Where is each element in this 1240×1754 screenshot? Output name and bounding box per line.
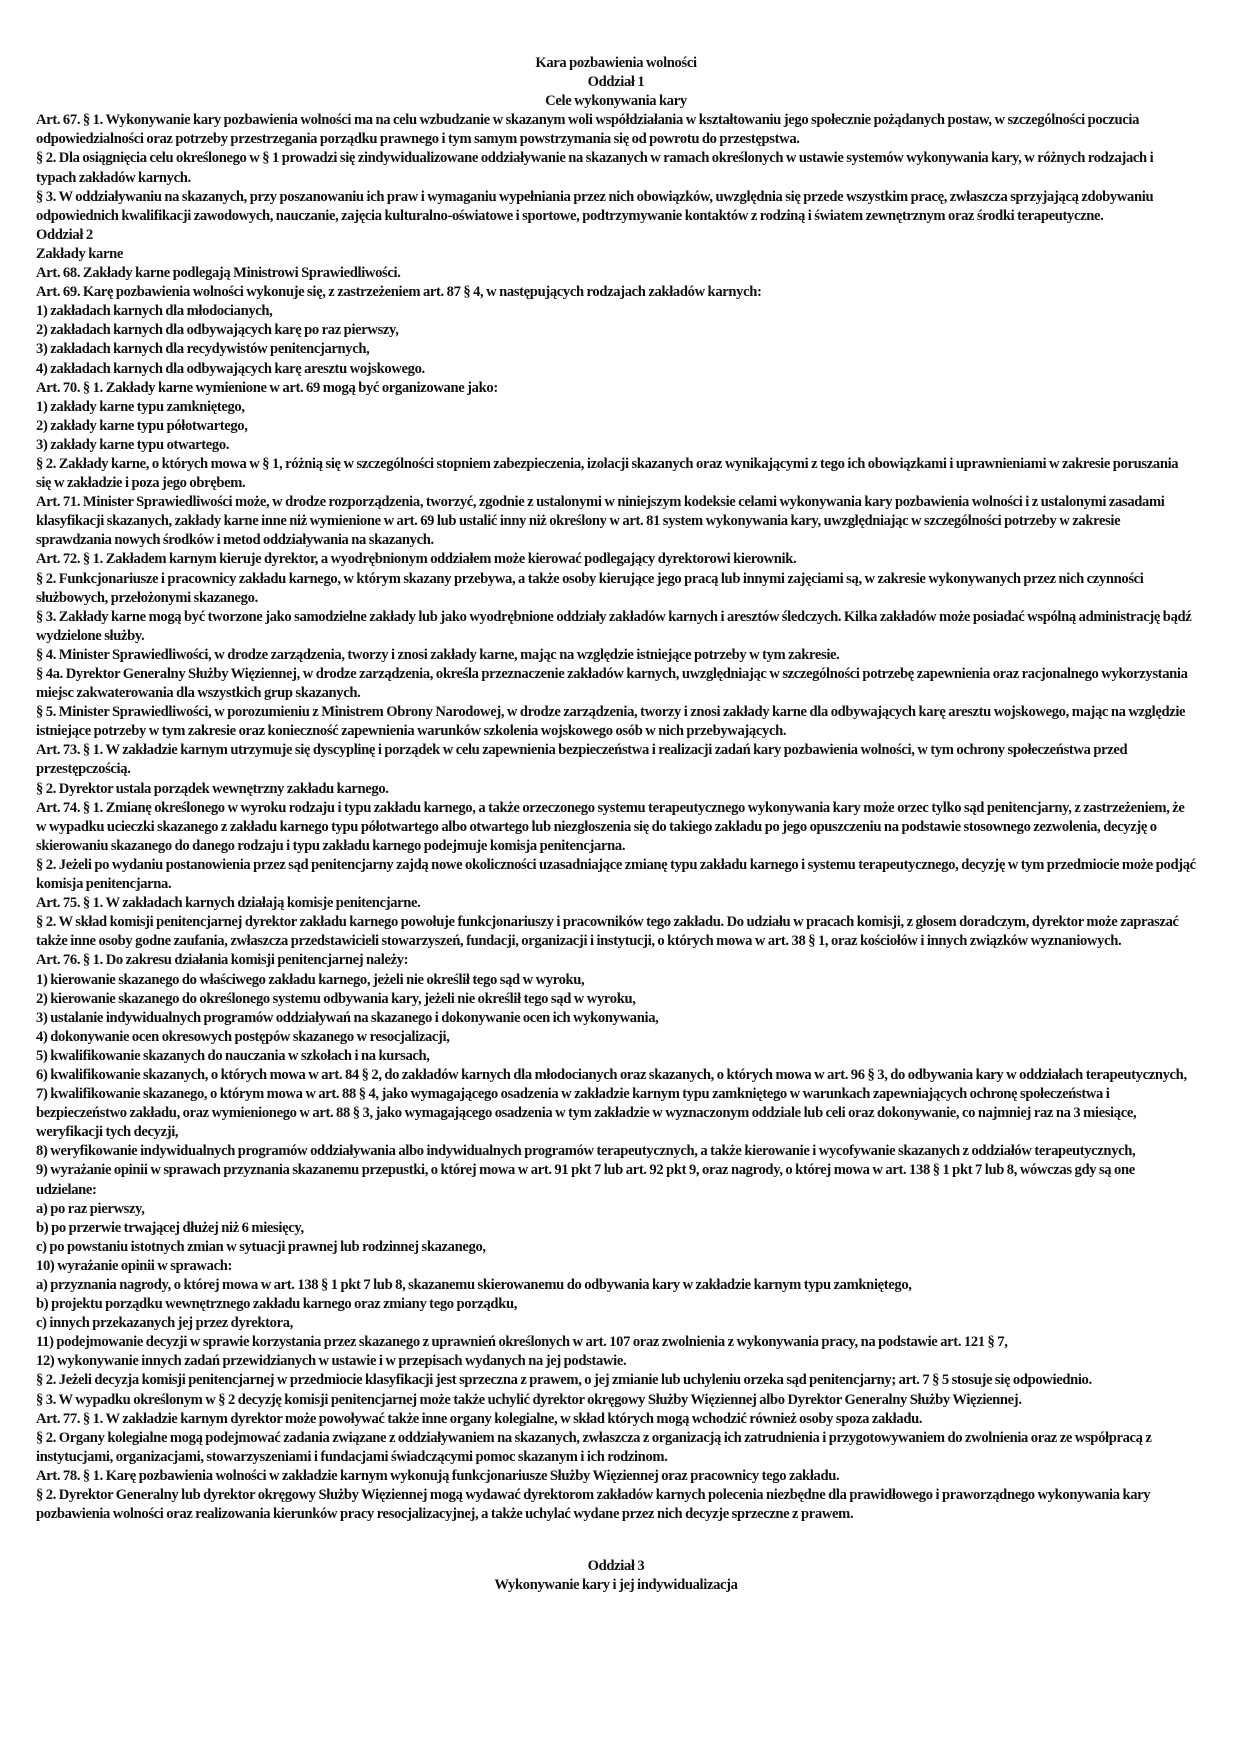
paragraph: Art. 74. § 1. Zmianę określonego w wyroku rodzaju i typu zakładu karnego, a także orzeczonego systemu terapeutycznego wykonywania kary może orzec tylko sąd penitencjarny, z zastrzeżeniem, że w wypadku ucieczki skazanego z zakładu karnego typu półotwartego albo otwartego lub niezgłoszenia się do takiego zakładu po jego opuszczeniu na podstawie stosownego zezwolenia, decyzję o skierowaniu skazanego do danego rodzaju i typu zakładu karnego podejmuje komisja penitencjarna. bbox=[36, 799, 1185, 854]
paragraph: 4) zakładach karnych dla odbywających karę aresztu wojskowego. bbox=[36, 360, 425, 377]
paragraph: § 2. W skład komisji penitencjarnej dyrektor zakładu karnego powołuje funkcjonariuszy i pracowników tego zakładu. Do udziału w pracach komisji, z głosem doradczym, dyrektor może zapraszać także inne osoby godne zaufania, zwłaszcza przedstawicieli stowarzyszeń, fundacji, organizacji i instytucji, o których mowa w art. 38 § 1, oraz kościołów i innych związków wyznaniowych. bbox=[36, 914, 1179, 950]
paragraph: 1) zakładach karnych dla młodocianych, bbox=[36, 303, 273, 320]
document-title: Kara pozbawienia wolności bbox=[535, 55, 697, 71]
paragraph: § 2. Funkcjonariusze i pracownicy zakładu karnego, w którym skazany przebywa, a także osoby kierujące jego pracą lub innymi zajęciami są, w zakresie wykonywanych przez nich czynności służbowych, przełożonymi skazanego. bbox=[36, 570, 1144, 606]
paragraph: 11) podejmowanie decyzji w sprawie korzystania przez skazanego z uprawnień określonych w art. 107 oraz zwolnienia z wykonywania pracy, na podstawie art. 121 § 7, bbox=[36, 1334, 1008, 1351]
paragraph: Art. 73. § 1. W zakładzie karnym utrzymuje się dyscyplinę i porządek w celu zapewnienia bezpieczeństwa i realizacji zadań kary pozbawienia wolności, w tym ochrony społeczeństwa przed przestępczością. bbox=[36, 742, 1128, 778]
paragraph: § 4. Minister Sprawiedliwości, w drodze zarządzenia, tworzy i znosi zakłady karne, mając na względzie istniejące potrzeby w tym zakresie. bbox=[36, 646, 840, 663]
paragraph: § 2. Dyrektor ustala porządek wewnętrzny zakładu karnego. bbox=[36, 780, 389, 797]
paragraph: 7) kwalifikowanie skazanego, o którym mowa w art. 88 § 4, jako wymagającego osadzenia w zakładzie karnym typu zamkniętego w warunkach zapewniających ochronę społeczeństwa i bezpieczeństwo zakładu, oraz wymienionego w art. 88 § 3, jako wymagającego osadzenia w tym zakładzie w wyznaczonym oddziale lub celi oraz dokonywanie, co najmniej raz na 3 miesiące, weryfikacji tych decyzji, bbox=[36, 1086, 1137, 1141]
section-1-heading: Oddział 1 bbox=[587, 74, 645, 91]
paragraph: § 2. Zakłady karne, o których mowa w § 1, różnią się w szczególności stopniem zabezpieczenia, izolacji skazanych oraz wynikającymi z tego ich obowiązkami i uprawnieniami w zakresie poruszania się w zakładzie i poza jego obrębem. bbox=[36, 455, 1179, 492]
paragraph: b) projektu porządku wewnętrznego zakładu karnego oraz zmiany tego porządku, bbox=[36, 1296, 518, 1313]
section-2-subheading: Zakłady karne bbox=[36, 245, 123, 262]
paragraph: § 4a. Dyrektor Generalny Służby Więziennej, w drodze zarządzenia, określa przeznaczenie zakładów karnych, uwzględniając w szczególności potrzebę zapewnienia oraz racjonalnego wykorzystania miejsc zakwaterowania dla wszystkich grup skazanych. bbox=[36, 666, 1188, 702]
paragraph: 2) zakłady karne typu półotwartego, bbox=[36, 417, 248, 434]
section-1-body bbox=[36, 111, 1196, 226]
paragraph: § 2. Organy kolegialne mogą podejmować zadania związane z oddziaływaniem na skazanych, zwłaszcza z organizacją ich zatrudnienia i przygotowywaniem do zwolnienia oraz ze współpracą z instytucjami, organizacjami, stowarzyszeniami i fundacjami świadczącymi pomoc skazanym i ich rodzinom. bbox=[36, 1429, 1152, 1465]
paragraph: § 2. Dyrektor Generalny lub dyrektor okręgowy Służby Więziennej mogą wydawać dyrektorom zakładów karnych polecenia niezbędne dla prawidłowego i praworządnego wykonywania kary pozbawienia wolności oraz realizowania kierunków pracy resocjalizacyjnej, a także uchylać wydane przez nich decyzje sprzeczne z prawem. bbox=[36, 1487, 1151, 1523]
paragraph: a) po raz pierwszy, bbox=[36, 1200, 145, 1217]
paragraph: b) po przerwie trwającej dłużej niż 6 miesięcy, bbox=[36, 1219, 304, 1236]
paragraph: 9) wyrażanie opinii w sprawach przyznania skazanemu przepustki, o której mowa w art. 91 pkt 7 lub art. 92 pkt 9, oraz nagrody, o której mowa w art. 138 § 1 pkt 7 lub 8, wówczas gdy są one udzielane: bbox=[36, 1162, 1135, 1198]
paragraph: § 3. Zakłady karne mogą być tworzone jako samodzielne zakłady lub jako wyodrębnione oddziały zakładów karnych i aresztów śledczych. Kilka zakładów może posiadać wspólną administrację bądź wydzielone służby. bbox=[36, 608, 1192, 644]
paragraph: 3) zakłady karne typu otwartego. bbox=[36, 436, 230, 453]
paragraph: Art. 72. § 1. Zakładem karnym kieruje dyrektor, a wyodrębnionym oddziałem może kierować podlegający dyrektorowi kierownik. bbox=[36, 551, 797, 568]
paragraph: 8) weryfikowanie indywidualnych programów oddziaływania albo indywidualnych programów terapeutycznych, a także kierowanie i wycofywanie skazanych z oddziałów terapeutycznych, bbox=[36, 1143, 1136, 1160]
section-2-body bbox=[36, 264, 1196, 1524]
paragraph: c) innych przekazanych jej przez dyrektora, bbox=[36, 1315, 293, 1332]
paragraph: § 3. W oddziaływaniu na skazanych, przy poszanowaniu ich praw i wymaganiu wypełniania przez nich obowiązków, uwzględnia się przede wszystkim pracę, zwłaszcza sprzyjającą zdobywaniu odpowiednich kwalifikacji zawodowych, nauczanie, zajęcia kulturalno-oświatowe i sportowe, podtrzymywanie kontaktów z rodziną i światem zewnętrznym oraz środki terapeutyczne. bbox=[36, 188, 1154, 224]
section-2-heading: Oddział 2 bbox=[36, 226, 93, 243]
paragraph: Art. 69. Karę pozbawienia wolności wykonuje się, z zastrzeżeniem art. 87 § 4, w następujących rodzajach zakładów karnych: bbox=[36, 284, 762, 301]
paragraph: 1) kierowanie skazanego do właściwego zakładu karnego, jeżeli nie określił tego sąd w wyroku, bbox=[36, 971, 585, 988]
paragraph: Art. 67. § 1. Wykonywanie kary pozbawienia wolności ma na celu wzbudzanie w skazanym woli współdziałania w kształtowaniu jego społecznie pożądanych postaw, w szczególności poczucia odpowiedzialności oraz potrzeby przestrzegania porządku prawnego i tym samym powstrzymania się od powrotu do przestępstwa. bbox=[36, 112, 1140, 148]
paragraph: 3) ustalanie indywidualnych programów oddziaływań na skazanego i dokonywanie ocen ich wykonywania, bbox=[36, 1009, 659, 1026]
document-page bbox=[36, 54, 1196, 1595]
paragraph: § 5. Minister Sprawiedliwości, w porozumieniu z Ministrem Obrony Narodowej, w drodze zarządzenia, tworzy i znosi zakłady karne dla odbywających karę aresztu wojskowego, mając na względzie istniejące potrzeby w tym zakresie oraz konieczność zapewnienia warunków szkolenia wojskowego osób w nich przebywających. bbox=[36, 704, 1186, 740]
paragraph: § 2. Dla osiągnięcia celu określonego w § 1 prowadzi się zindywidualizowane oddziaływanie na skazanych w ramach określonych w ustawie systemów wykonywania kary, w różnych rodzajach i typach zakładów karnych. bbox=[36, 150, 1154, 186]
paragraph: 4) dokonywanie ocen okresowych postępów skazanego w resocjalizacji, bbox=[36, 1028, 450, 1045]
paragraph: 2) kierowanie skazanego do określonego systemu odbywania kary, jeżeli nie określił tego sąd w wyroku, bbox=[36, 990, 636, 1007]
paragraph: 3) zakładach karnych dla recydywistów penitencjarnych, bbox=[36, 341, 370, 358]
section-3-heading: Oddział 3 bbox=[587, 1558, 645, 1575]
section-1-subheading: Cele wykonywania kary bbox=[545, 93, 687, 110]
paragraph: § 3. W wypadku określonym w § 2 decyzję komisji penitencjarnej może także uchylić dyrektor okręgowy Służby Więziennej albo Dyrektor Generalny Służby Więziennej. bbox=[36, 1391, 1022, 1408]
section-gap bbox=[36, 1524, 1196, 1557]
paragraph: 1) zakłady karne typu zamkniętego, bbox=[36, 398, 245, 415]
paragraph: Art. 68. Zakłady karne podlegają Ministrowi Sprawiedliwości. bbox=[36, 265, 401, 282]
paragraph: 6) kwalifikowanie skazanych, o których mowa w art. 84 § 2, do zakładów karnych dla młodocianych oraz skazanych, o których mowa w art. 96 § 3, do odbywania kary w oddziałach terapeutycznych, bbox=[36, 1066, 1187, 1083]
paragraph: 12) wykonywanie innych zadań przewidzianych w ustawie i w przepisach wydanych na jej podstawie. bbox=[36, 1353, 627, 1370]
paragraph: a) przyznania nagrody, o której mowa w art. 138 § 1 pkt 7 lub 8, skazanemu skierowanemu do odbywania kary w zakładzie karnym typu zamkniętego, bbox=[36, 1277, 912, 1293]
paragraph: 2) zakładach karnych dla odbywających karę po raz pierwszy, bbox=[36, 322, 399, 339]
paragraph: Art. 75. § 1. W zakładach karnych działają komisje penitencjarne. bbox=[36, 895, 421, 912]
paragraph: Art. 76. § 1. Do zakresu działania komisji penitencjarnej należy: bbox=[36, 952, 409, 969]
paragraph: Art. 70. § 1. Zakłady karne wymienione w art. 69 mogą być organizowane jako: bbox=[36, 379, 498, 396]
paragraph: § 2. Jeżeli po wydaniu postanowienia przez sąd penitencjarny zajdą nowe okoliczności uzasadniające zmianę typu zakładu karnego i systemu terapeutycznego, decyzję w tym przedmiocie może podjąć komisja penitencjarna. bbox=[36, 856, 1196, 893]
section-3-subheading: Wykonywanie kary i jej indywidualizacja bbox=[494, 1577, 738, 1594]
paragraph: Art. 78. § 1. Karę pozbawienia wolności w zakładzie karnym wykonują funkcjonariusze Służby Więziennej oraz pracownicy tego zakładu. bbox=[36, 1467, 840, 1484]
paragraph: c) po powstaniu istotnych zmian w sytuacji prawnej lub rodzinnej skazanego, bbox=[36, 1238, 486, 1255]
paragraph: Art. 77. § 1. W zakładzie karnym dyrektor może powoływać także inne organy kolegialne, w skład których mogą wchodzić również osoby spoza zakładu. bbox=[36, 1410, 923, 1427]
paragraph: Art. 71. Minister Sprawiedliwości może, w drodze rozporządzenia, tworzyć, zgodnie z ustalonymi w niniejszym kodeksie celami wykonywania kary pozbawienia wolności i z ustalonymi zasadami klasyfikacji skazanych, zakłady karne inne niż wymienione w art. 69 lub ustalić inny niż określony w art. 81 system wykonywania kary, uwzględniając w szczególności potrzeby w zakresie sprawdzania nowych środków i metod oddziaływania na skazanych. bbox=[36, 494, 1165, 549]
paragraph: 10) wyrażanie opinii w sprawach: bbox=[36, 1257, 232, 1274]
paragraph: § 2. Jeżeli decyzja komisji penitencjarnej w przedmiocie klasyfikacji jest sprzeczna z prawem, o jej zmianie lub uchyleniu orzeka sąd penitencjarny; art. 7 § 5 stosuje się odpowiednio. bbox=[36, 1372, 1092, 1389]
paragraph: 5) kwalifikowanie skazanych do nauczania w szkołach i na kursach, bbox=[36, 1047, 430, 1064]
